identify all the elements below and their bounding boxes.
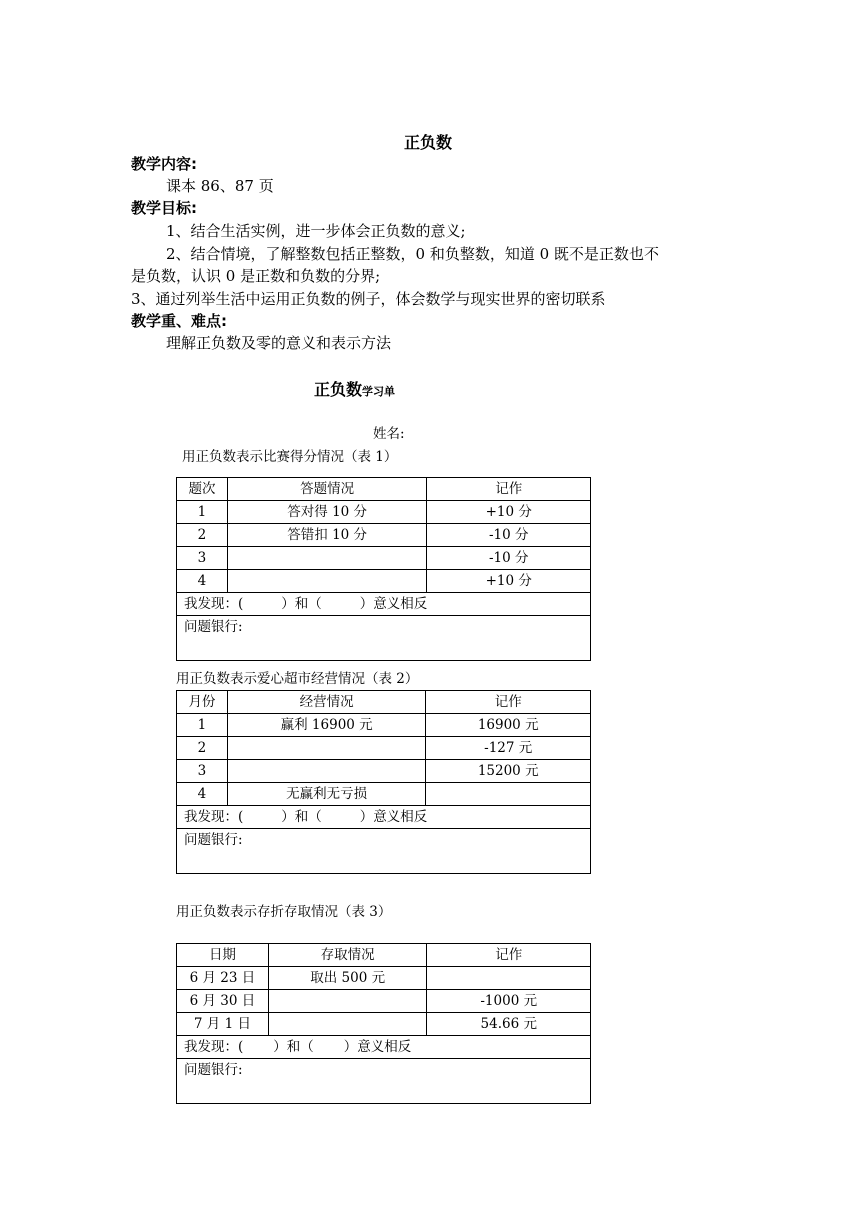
goals-heading: 教学目标: [131,199,197,217]
content-heading: 教学内容: [131,155,197,173]
table3-caption: 用正负数表示存折存取情况（表 3） [176,904,392,920]
table-cell: -10 分 [427,524,591,547]
table-cell: 1 [177,714,228,737]
table-cell: 16900 元 [426,714,591,737]
question-bank-cell[interactable]: 问题银行: [177,616,591,661]
question-bank-cell[interactable]: 问题银行: [177,1059,591,1104]
table-row [177,783,591,806]
table-row [177,524,591,547]
finding-middle: ）和（ [273,1039,314,1055]
table2-question-bank-row [177,829,591,874]
finding-cell[interactable] [177,806,591,829]
table-cell[interactable] [268,990,427,1013]
table-cell: 54.66 元 [427,1013,591,1036]
table1-header-row [177,478,591,501]
table-cell: 取出 500 元 [268,967,427,990]
key-points-text: 理解正负数及零的意义和表示方法 [166,334,392,352]
worksheet-title-sub: 学习单 [362,385,396,398]
finding-cell[interactable] [177,1036,591,1059]
table3-finding-row [177,1036,591,1059]
table-cell[interactable] [227,547,427,570]
table1-header-cell: 答题情况 [227,478,427,501]
worksheet-title [314,377,395,400]
goal-2-line-1: 2、结合情境，了解整数包括正整数，0 和负整数，知道 0 既不是正数也不 [166,245,659,263]
table2-finding-row [177,806,591,829]
table3-header-row [177,944,591,967]
table-cell: 赢利 16900 元 [227,714,426,737]
table-cell[interactable] [227,760,426,783]
table2-header-row [177,691,591,714]
finding-prefix: 我发现：( [184,596,244,612]
table2-header-cell: 月份 [177,691,228,714]
table-cell: -1000 元 [427,990,591,1013]
table-cell: 6 月 23 日 [177,967,269,990]
table2-header-cell: 记作 [426,691,591,714]
table-row [177,1013,591,1036]
finding-prefix: 我发现：( [184,809,244,825]
page-title: 正负数 [404,133,453,152]
table-cell: +10 分 [427,501,591,524]
table3-header-cell: 日期 [177,944,269,967]
table-cell[interactable] [227,570,427,593]
table-cell: 3 [177,760,228,783]
table-cell: 3 [177,547,228,570]
finding-suffix: ）意义相反 [359,809,428,825]
name-label: 姓名: [373,426,405,442]
table-row [177,967,591,990]
goal-2-line-2: 是负数，认识 0 是正数和负数的分界; [131,267,381,285]
finding-suffix: ）意义相反 [359,596,428,612]
table-cell: 4 [177,570,228,593]
finding-prefix: 我发现：( [184,1039,244,1055]
table2-header-cell: 经营情况 [227,691,426,714]
finding-middle: ）和（ [281,596,322,612]
key-points-heading: 教学重、难点: [131,312,227,330]
table-cell[interactable] [427,967,591,990]
table-cell: 2 [177,524,228,547]
table3-header-cell: 存取情况 [268,944,427,967]
table-cell: 4 [177,783,228,806]
table-cell: 2 [177,737,228,760]
table-row [177,501,591,524]
table-cell: 7 月 1 日 [177,1013,269,1036]
table3 [176,943,591,1104]
table3-question-bank-row [177,1059,591,1104]
content-text: 课本 86、87 页 [166,177,274,195]
table-cell: -10 分 [427,547,591,570]
finding-suffix: ）意义相反 [343,1039,412,1055]
table-cell: 无赢利无亏损 [227,783,426,806]
table1-caption: 用正负数表示比赛得分情况（表 1） [182,449,398,465]
table1-header-cell: 题次 [177,478,228,501]
finding-middle: ）和（ [281,809,322,825]
table-cell: 6 月 30 日 [177,990,269,1013]
table-cell: 1 [177,501,228,524]
table-cell[interactable] [227,737,426,760]
table-cell[interactable] [268,1013,427,1036]
table-cell: 15200 元 [426,760,591,783]
goal-3: 3、通过列举生活中运用正负数的例子，体会数学与现实世界的密切联系 [131,290,606,308]
table1 [176,477,591,661]
table-cell: +10 分 [427,570,591,593]
question-bank-cell[interactable]: 问题银行: [177,829,591,874]
table-row [177,547,591,570]
table-cell: 答对得 10 分 [227,501,427,524]
table-row [177,737,591,760]
table-row [177,570,591,593]
table-cell[interactable] [426,783,591,806]
table-row [177,714,591,737]
table-cell: -127 元 [426,737,591,760]
table1-header-cell: 记作 [427,478,591,501]
table2-caption: 用正负数表示爱心超市经营情况（表 2） [176,671,419,687]
table2 [176,690,591,874]
worksheet-title-main: 正负数 [314,380,363,399]
table-row [177,990,591,1013]
goal-1: 1、结合生活实例，进一步体会正负数的意义; [166,222,466,240]
table-cell: 答错扣 10 分 [227,524,427,547]
table3-header-cell: 记作 [427,944,591,967]
table1-finding-row [177,593,591,616]
table1-question-bank-row [177,616,591,661]
table-row [177,760,591,783]
finding-cell[interactable] [177,593,591,616]
